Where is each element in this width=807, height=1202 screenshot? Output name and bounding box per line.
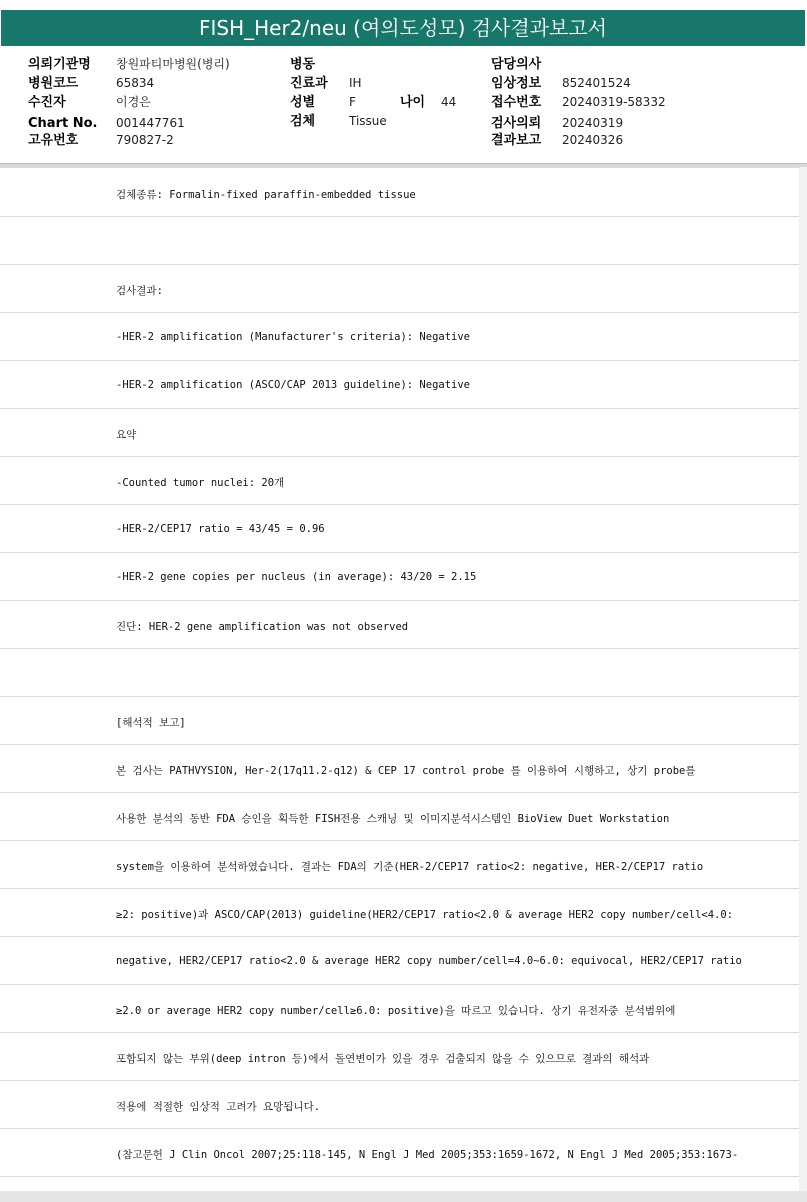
report-line [0, 1129, 799, 1177]
report-line-text: 검사결과: [116, 285, 163, 297]
report-line [0, 169, 799, 217]
age-value: 44 [441, 95, 457, 109]
report-line-text: (참고문헌 J Clin Oncol 2007;25:118-145, N Engl J Med 2005;353:1659-1672, N Engl J Med 2005;353:1673- [116, 1149, 739, 1161]
report-line [0, 745, 799, 793]
report-line-text: 적용에 적절한 임상적 고려가 요망됩니다. [116, 1101, 321, 1113]
report-line [0, 265, 799, 313]
right-margin-strip [799, 167, 807, 1192]
report-line [0, 313, 799, 361]
report-line [0, 793, 799, 841]
report-line-text: 포함되지 않는 부위(deep intron 등)에서 돌연변이가 있을 경우 검출되지 않을 수 있으므로 결과의 해석과 [116, 1053, 650, 1065]
report-line-text: -HER-2 gene copies per nucleus (in average): 43/20 = 2.15 [116, 571, 477, 583]
id-label: 고유번호 [28, 133, 79, 148]
report-line-text: system을 이용하여 분석하였습니다. 결과는 FDA의 기준(HER-2/CEP17 ratio<2: negative, HER-2/CEP17 ratio [116, 861, 704, 873]
chart-no-value: 001447761 [116, 116, 185, 130]
dept-value: IH [349, 76, 362, 90]
specimen-label: 검체 [290, 114, 316, 129]
receipt-no-value: 20240319-58332 [562, 95, 666, 109]
report-line-text: ≥2.0 or average HER2 copy number/cell≥6.0: positive)을 따르고 있습니다. 상기 유전자중 분석범위에 [116, 1005, 676, 1017]
hospital-code-value: 65834 [116, 76, 155, 90]
report-line-text: 요약 [116, 429, 137, 441]
patient-label: 수진자 [28, 95, 66, 110]
clinical-info-label: 임상정보 [491, 76, 542, 91]
clinical-info-value: 852401524 [562, 76, 631, 90]
report-date-value: 20240326 [562, 133, 624, 147]
ward-label: 병동 [290, 57, 316, 72]
report-title: FISH_Her2/neu (여의도성모) 검사결과보고서 [1, 10, 805, 46]
institution-value: 창원파티마병원(병리) [116, 57, 230, 71]
patient-info-block [0, 50, 807, 162]
doctor-label: 담당의사 [491, 57, 542, 72]
report-line [0, 457, 799, 505]
report-line [0, 1081, 799, 1129]
request-date-label: 검사의뢰 [491, 116, 542, 131]
report-line-text: negative, HER2/CEP17 ratio<2.0 & average HER2 copy number/cell=4.0~6.0: equivocal, HER2/CEP17 ratio [116, 955, 742, 967]
report-line [0, 505, 799, 553]
sex-value: F [349, 95, 356, 109]
hospital-code-label: 병원코드 [28, 76, 79, 91]
specimen-value: Tissue [349, 114, 387, 128]
report-line [0, 841, 799, 889]
report-line [0, 649, 799, 697]
report-line [0, 553, 799, 601]
age-label: 나이 [400, 95, 426, 110]
report-line [0, 937, 799, 985]
report-body [0, 169, 799, 1177]
sex-label: 성별 [290, 95, 316, 110]
receipt-no-label: 접수번호 [491, 95, 542, 110]
report-line [0, 361, 799, 409]
report-line-text: ≥2: positive)과 ASCO/CAP(2013) guideline(HER2/CEP17 ratio<2.0 & average HER2 copy number/cell<4.0: [116, 909, 734, 921]
dept-label: 진료과 [290, 76, 328, 91]
report-line-text: 진단: HER-2 gene amplification was not observed [116, 621, 409, 633]
report-line-text: -HER-2 amplification (Manufacturer's criteria): Negative [116, 331, 471, 343]
report-line [0, 889, 799, 937]
bottom-bar [0, 1191, 807, 1202]
report-line [0, 1033, 799, 1081]
report-line-text: -Counted tumor nuclei: 20개 [116, 477, 285, 489]
report-line-text: -HER-2 amplification (ASCO/CAP 2013 guideline): Negative [116, 379, 471, 391]
request-date-value: 20240319 [562, 116, 624, 130]
report-line [0, 697, 799, 745]
institution-label: 의뢰기관명 [28, 57, 91, 72]
report-line-text: -HER-2/CEP17 ratio = 43/45 = 0.96 [116, 523, 325, 535]
report-date-label: 결과보고 [491, 133, 542, 148]
id-value: 790827-2 [116, 133, 174, 147]
report-line [0, 217, 799, 265]
header-divider [0, 163, 807, 168]
report-line-text: 사용한 분석의 동반 FDA 승인을 획득한 FISH전용 스캐닝 및 이미지분석시스템인 BioView Duet Workstation [116, 813, 670, 825]
chart-no-label: Chart No. [28, 116, 98, 131]
report-line-text: 검체종류: Formalin-fixed paraffin-embedded tissue [116, 189, 416, 201]
report-line [0, 985, 799, 1033]
report-line [0, 409, 799, 457]
report-line [0, 601, 799, 649]
report-line-text: 본 검사는 PATHVYSION, Her-2(17q11.2-q12) & CEP 17 control probe 를 이용하여 시행하고, 상기 probe를 [116, 765, 696, 777]
report-line-text: [해석적 보고] [116, 717, 186, 729]
patient-value: 이경은 [116, 95, 151, 109]
